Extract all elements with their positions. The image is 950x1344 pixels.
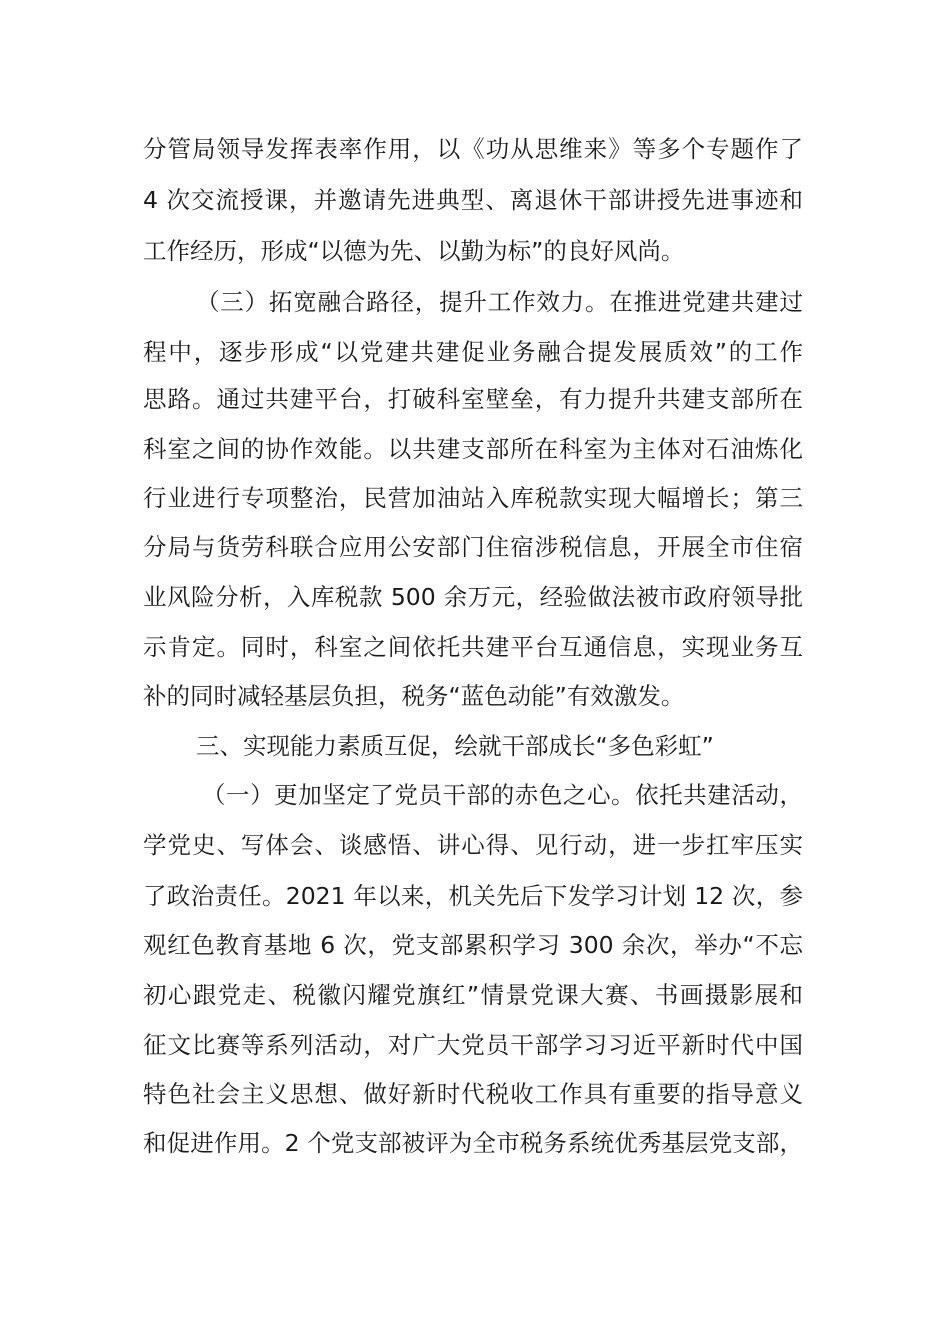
paragraph-line: （一）更加坚定了党员干部的赤色之心。依托共建活动， — [202, 781, 803, 809]
paragraph-line: 学党史、写体会、谈感悟、讲心得、见行动，进一步扛牢压实 — [143, 831, 803, 859]
paragraph-line: 工作经历，形成“以德为先、以勤为标”的良好风尚。 — [143, 237, 685, 265]
paragraph-line: 观红色教育基地 6 次，党支部累积学习 300 余次，举办“不忘 — [143, 931, 803, 959]
paragraph-line: 征文比赛等系列活动，对广大党员干部学习习近平新时代中国 — [143, 1031, 803, 1059]
paragraph-line: 分局与货劳科联合应用公安部门住宿涉税信息，开展全市住宿 — [143, 533, 803, 561]
paragraph-line: 示肯定。同时，科室之间依托共建平台互通信息，实现业务互 — [143, 633, 803, 661]
paragraph-line: 4 次交流授课，并邀请先进典型、离退休干部讲授先进事迹和 — [143, 186, 803, 214]
paragraph-line: 思路。通过共建平台，打破科室壁垒，有力提升共建支部所在 — [143, 385, 803, 413]
paragraph-line: 行业进行专项整治，民营加油站入库税款实现大幅增长；第三 — [143, 484, 803, 512]
paragraph-line: 分管局领导发挥表率作用，以《功从思维来》等多个专题作了 — [143, 135, 803, 163]
paragraph-line: （三）拓宽融合路径，提升工作效力。在推进党建共建过 — [196, 288, 803, 316]
paragraph-line: 特色社会主义思想、做好新时代税收工作具有重要的指导意义 — [143, 1080, 803, 1108]
section-heading: 三、实现能力素质互促，绘就干部成长“多色彩虹” — [196, 732, 714, 760]
paragraph-line: 初心跟党走、税徽闪耀党旗红”情景党课大赛、书画摄影展和 — [143, 981, 803, 1009]
paragraph-line: 程中，逐步形成“以党建共建促业务融合提发展质效”的工作 — [143, 338, 803, 366]
paragraph-line: 业风险分析，入库税款 500 余万元，经验做法被市政府领导批 — [143, 583, 803, 611]
paragraph-line: 科室之间的协作效能。以共建支部所在科室为主体对石油炼化 — [143, 435, 803, 463]
paragraph-line: 和促进作用。2 个党支部被评为全市税务系统优秀基层党支部， — [143, 1129, 803, 1157]
paragraph-line: 补的同时减轻基层负担，税务“蓝色动能”有效激发。 — [143, 682, 685, 710]
paragraph-line: 了政治责任。2021 年以来，机关先后下发学习计划 12 次，参 — [143, 882, 803, 910]
